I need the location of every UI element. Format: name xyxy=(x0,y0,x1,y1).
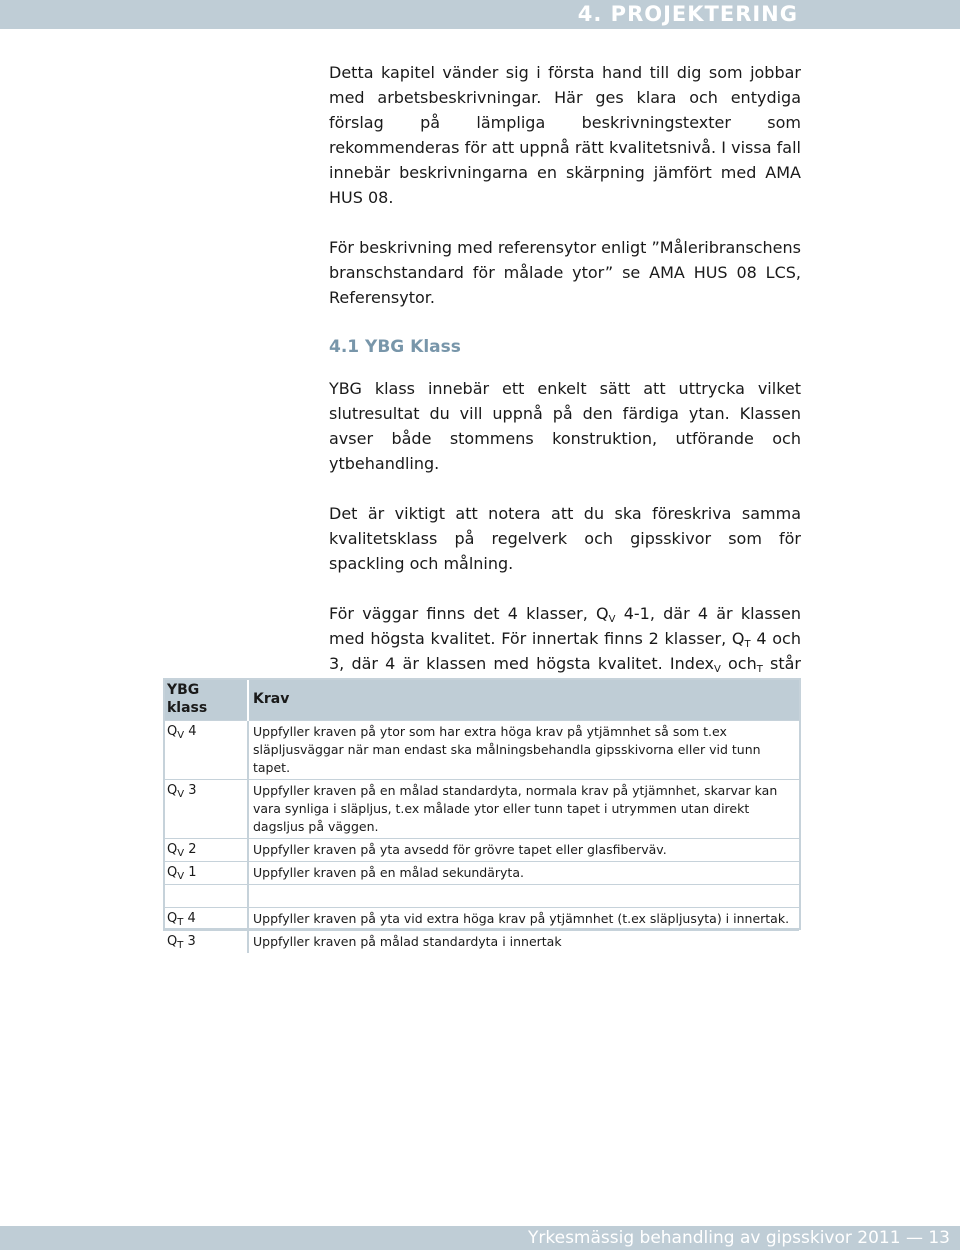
krav-cell: Uppfyller kraven på yta avsedd för grövre tapet eller glasfiberväv. xyxy=(248,839,799,862)
paragraph-referensytor: För beskrivning med referensytor enligt ”Måleribranschens branschstandard för målade ytor” se AMA HUS 08 LCS, Referensytor. xyxy=(329,238,801,307)
class-cell: $Q_V$ 4 xyxy=(163,721,248,780)
table-row xyxy=(163,839,799,862)
ybg-table xyxy=(163,678,799,953)
krav-cell: Uppfyller kraven på målad standardyta i innertak xyxy=(248,931,799,954)
table-row xyxy=(163,780,799,839)
table-row xyxy=(163,862,799,885)
p5-sub4: T xyxy=(756,664,763,675)
p5-d: och xyxy=(720,654,757,673)
p5-sub3: V xyxy=(713,664,721,675)
p5-sub1: V xyxy=(608,614,616,625)
section-heading: 4.1 YBG Klass xyxy=(329,337,461,357)
table-spacer-row xyxy=(163,885,799,908)
krav-cell: Uppfyller kraven på ytor som har extra höga krav på ytjämnhet så som t.ex släpljusväggar när man endast ska målningsbehandla gipsskivorna eller vid tunn tapet. xyxy=(248,721,799,780)
table-row xyxy=(163,931,799,954)
class-cell: $Q_V$ 2 xyxy=(163,839,248,862)
paragraph-intro: Detta kapitel vänder sig i första hand till dig som jobbar med arbetsbeskrivningar. Här ges klara och entydiga förslag på lämpliga beskrivningstexter som rekommenderas för att uppnå rätt kvalitetsnivå. I vissa fall innebär beskrivningarna en skärpning jämfört med AMA HUS 08. xyxy=(329,63,801,207)
column-header-class: YBG klass xyxy=(163,678,248,721)
p5-sub2: T xyxy=(744,639,751,650)
column-header-krav: Krav xyxy=(248,678,799,721)
krav-cell: Uppfyller kraven på en målad sekundäryta. xyxy=(248,862,799,885)
krav-cell: Uppfyller kraven på en målad standardyta, normala krav på ytjämnhet, skarvar kan vara synliga i släpljus, t.ex målade ytor eller tunn tapet i utrymmen utan direkt dagsljus på väggen. xyxy=(248,780,799,839)
section-title: 4. PROJEKTERING xyxy=(577,2,798,26)
class-cell: $Q_T$ 4 xyxy=(163,908,248,931)
main-text xyxy=(329,60,801,726)
p5-e: står xyxy=(770,654,802,673)
paragraph-ybg-klass: YBG klass innebär ett enkelt sätt att uttrycka vilket slutresultat du vill uppnå på den färdiga ytan. Klassen avser både stommens konstruktion, utförande och ytbehandling. xyxy=(329,379,801,473)
krav-cell: Uppfyller kraven på yta vid extra höga krav på ytjämnhet (t.ex släpljusyta) i innertak. xyxy=(248,908,799,931)
class-cell: $Q_T$ 3 xyxy=(163,931,248,954)
footer-text: Yrkesmässig behandling av gipsskivor 2011 — 13 xyxy=(528,1228,950,1248)
class-cell: $Q_V$ 3 xyxy=(163,780,248,839)
class-cell: $Q_V$ 1 xyxy=(163,862,248,885)
table-header-row xyxy=(163,678,799,721)
p5-c: 4 och 3, där 4 är klassen med högsta kvalitet. Index xyxy=(329,629,801,673)
table-row xyxy=(163,908,799,931)
paragraph-kvalitetsklass: Det är viktigt att notera att du ska föreskriva samma kvalitetsklass på regelverk och gipsskivor som för spackling och målning. xyxy=(329,504,801,573)
p5-b: 4-1, där 4 är klassen med högsta kvalitet. För innertak finns 2 klasser, Q xyxy=(329,604,802,648)
p5-a: För väggar finns det 4 klasser, Q xyxy=(329,604,609,623)
table-row xyxy=(163,721,799,780)
header-band xyxy=(0,0,960,29)
